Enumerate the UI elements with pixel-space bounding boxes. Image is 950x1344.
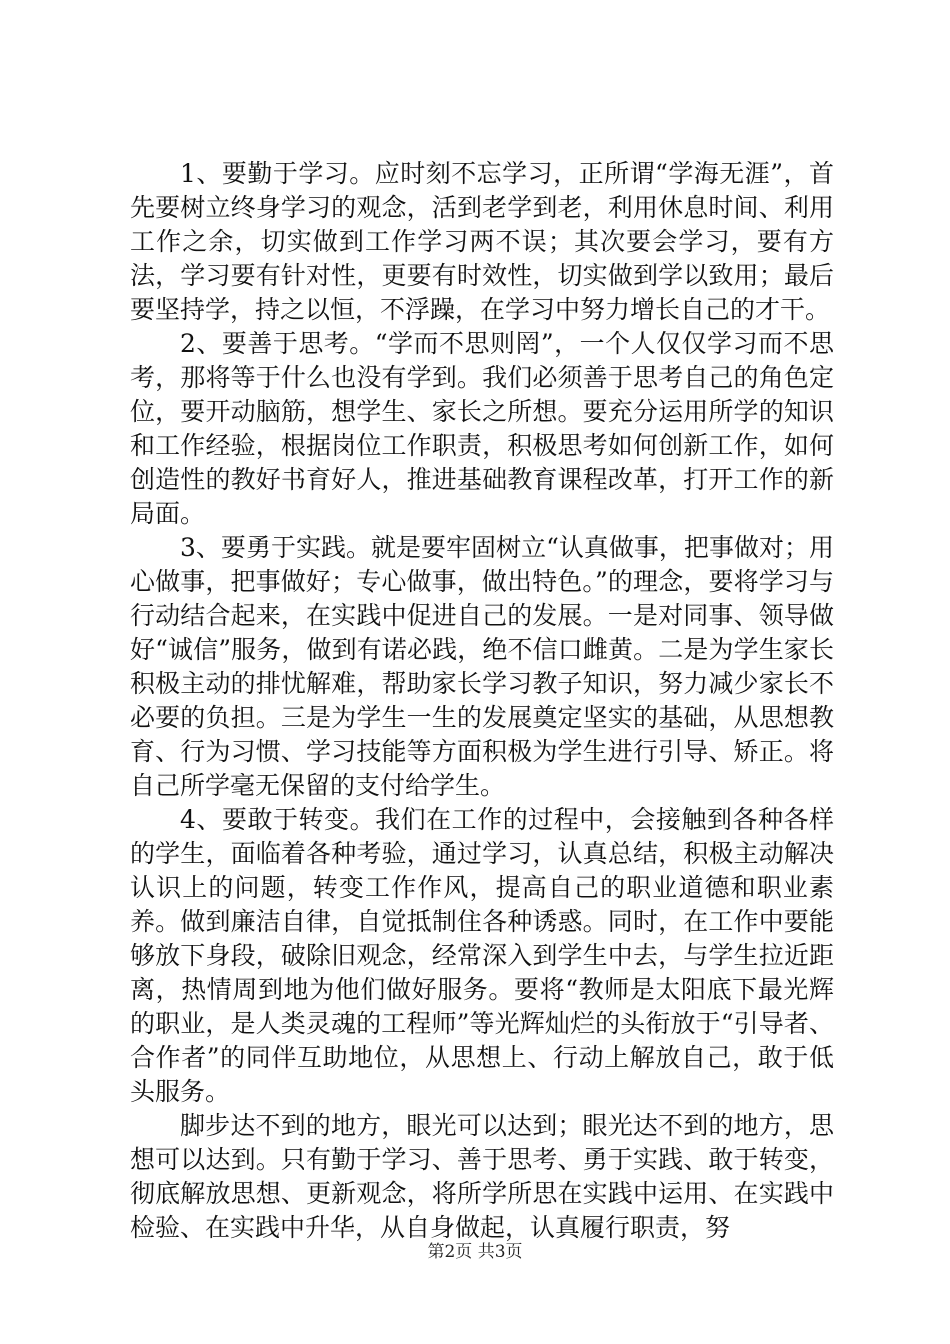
document-body	[130, 157, 834, 1245]
paragraph-study: 1、要勤于学习。应时刻不忘学习，正所谓“学海无涯”，首先要树立终身学习的观念，活到老学到老，利用休息时间、利用工作之余，切实做到工作学习两不误；其次要会学习，要有方法，学习要有针对性，更要有时效性，切实做到学以致用；最后要坚持学，持之以恒，不浮躁，在学习中努力增长自己的才干。	[130, 159, 834, 324]
paragraph-think: 2、要善于思考。“学而不思则罔”，一个人仅仅学习而不思考，那将等于什么也没有学到。我们必须善于思考自己的角色定位，要开动脑筋，想学生、家长之所想。要充分运用所学的知识和工作经验，根据岗位工作职责，积极思考如何创新工作，如何创造性的教好书育好人，推进基础教育课程改革，打开工作的新局面。	[130, 329, 834, 528]
page-number-footer: 第2页 共3页	[427, 1242, 523, 1262]
paragraph-change: 4、要敢于转变。我们在工作的过程中，会接触到各种各样的学生，面临着各种考验，通过学习，认真总结，积极主动解决认识上的问题，转变工作作风，提高自己的职业道德和职业素养。做到廉洁自律，自觉抵制住各种诱惑。同时，在工作中要能够放下身段，破除旧观念，经常深入到学生中去，与学生拉近距离，热情周到地为他们做好服务。要将“教师是太阳底下最光辉的职业，是人类灵魂的工程师”等光辉灿烂的头衔放于“引导者、合作者”的同伴互助地位，从思想上、行动上解放自己，敢于低头服务。	[130, 805, 834, 1106]
paragraph-conclusion: 脚步达不到的地方，眼光可以达到；眼光达不到的地方，思想可以达到。只有勤于学习、善于思考、勇于实践、敢于转变，彻底解放思想、更新观念，将所学所思在实践中运用、在实践中检验、在实践中升华，从自身做起，认真履行职责，努	[130, 1111, 834, 1242]
paragraph-practice: 3、要勇于实践。就是要牢固树立“认真做事，把事做对；用心做事，把事做好；专心做事，做出特色。”的理念，要将学习与行动结合起来，在实践中促进自己的发展。一是对同事、领导做好“诚信”服务，做到有诺必践，绝不信口雌黄。二是为学生家长积极主动的排忧解难，帮助家长学习教子知识，努力减少家长不必要的负担。三是为学生一生的发展奠定坚实的基础，从思想教育、行为习惯、学习技能等方面积极为学生进行引导、矫正。将自己所学毫无保留的支付给学生。	[130, 533, 834, 800]
